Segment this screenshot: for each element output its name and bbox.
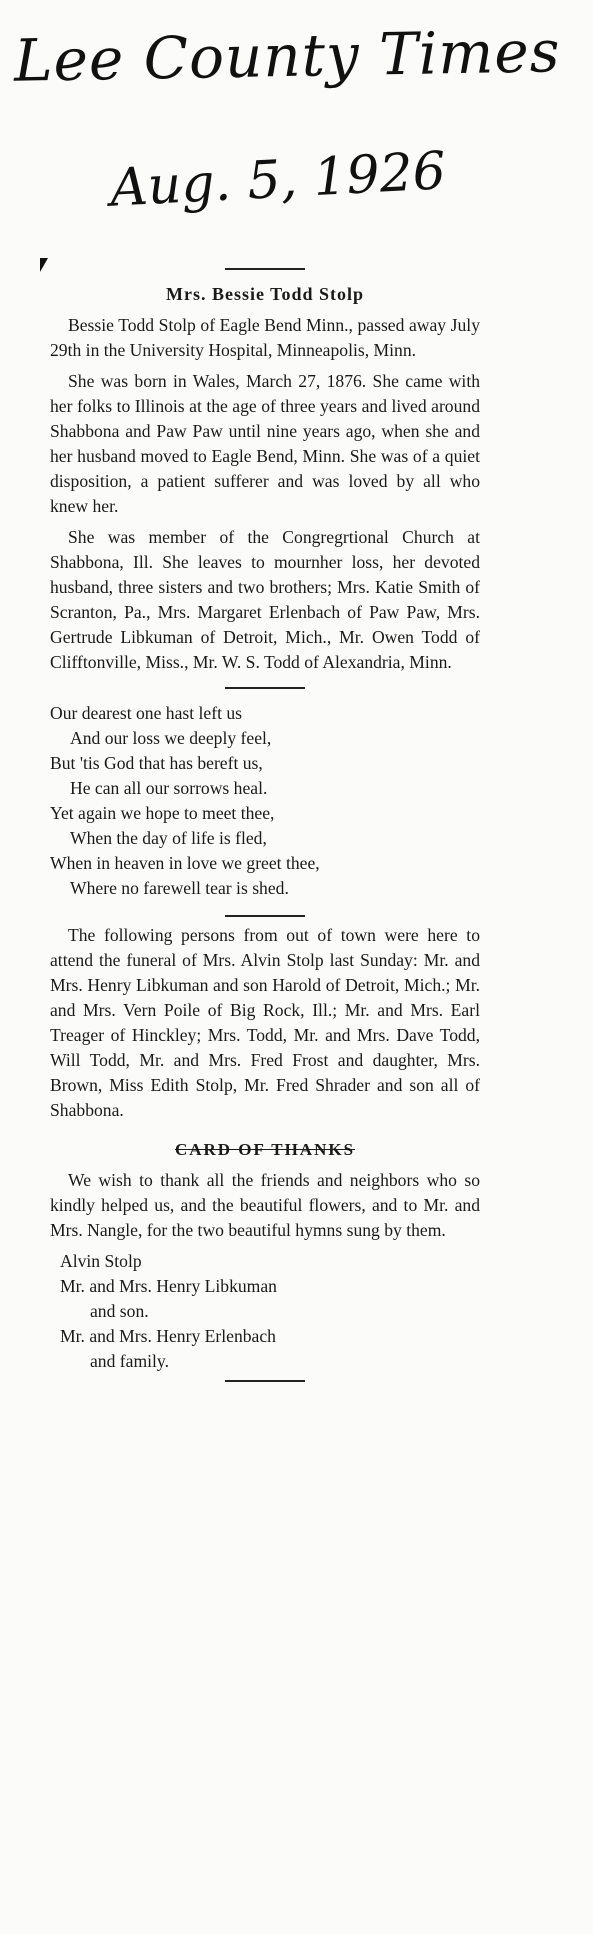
obituary-paragraph-3: She was member of the Congregrtional Church at Shabbona, Ill. She leaves to mournher loss, her devoted husband, three sisters and two brothers; Mrs. Katie Smith of Scranton, Pa., Mrs. Margaret Erlenbach of Paw Paw, Mrs. Gertrude Libkuman of Detroit, Mich., Mr. Owen Todd of Clifftonville, Miss., Mr. W. S. Todd of Alexandria, Minn. xyxy=(50,527,480,672)
signer-line: and family. xyxy=(90,1351,169,1371)
poem-line: Where no farewell tear is shed. xyxy=(70,878,289,898)
signer-line: Mr. and Mrs. Henry Libkuman xyxy=(60,1276,277,1296)
handwritten-date: Aug. 5, 1926 xyxy=(108,141,448,219)
poem-line: Yet again we hope to meet thee, xyxy=(50,803,275,823)
poem-line: When the day of life is fled, xyxy=(70,828,267,848)
card-of-thanks-text: We wish to thank all the friends and neighbors who so kindly helped us, and the beautiful flowers, and to Mr. and Mrs. Nangle, for the two beautiful hymns sung by them. xyxy=(50,1170,480,1240)
poem-line: And our loss we deeply feel, xyxy=(70,728,272,748)
clipping-corner-mark-icon xyxy=(40,258,48,272)
poem-line: Our dearest one hast left us xyxy=(50,703,243,723)
obituary-heading: Mrs. Bessie Todd Stolp xyxy=(165,284,365,304)
funeral-attendees-paragraph: The following persons from out of town were here to attend the funeral of Mrs. Alvin Stolp last Sunday: Mr. and Mrs. Henry Libkuman and son Harold of Detroit, Mich.; Mr. and Mrs. Vern Poile of Big Rock, Ill.; Mr. and Mrs. Earl Treager of Hinckley; Mrs. Todd, Mr. and Mrs. Dave Todd, Will Todd, Mr. and Mrs. Fred Frost and daughter, Mrs. Brown, Miss Edith Stolp, Mr. Fred Shrader and son all of Shabbona. xyxy=(50,925,480,1120)
top-divider xyxy=(50,262,480,276)
poem-divider xyxy=(50,681,480,695)
obituary-paragraph-2: She was born in Wales, March 27, 1876. She came with her folks to Illinois at the age of three years and lived around Shabbona and Paw Paw until nine years ago, when she and her husband moved to Eagle Bend, Minn. She was of a quiet disposition, a patient sufferer and was loved by all who knew her. xyxy=(50,371,480,516)
signer-line: and son. xyxy=(90,1301,149,1321)
memorial-poem xyxy=(50,701,480,901)
poem-line: When in heaven in love we greet thee, xyxy=(50,853,320,873)
signer-line: Alvin Stolp xyxy=(60,1251,142,1271)
poem-line: He can all our sorrows heal. xyxy=(70,778,268,798)
card-of-thanks-heading: CARD OF THANKS xyxy=(174,1140,356,1159)
obituary-clipping xyxy=(50,262,480,1388)
obituary-paragraph-1: Bessie Todd Stolp of Eagle Bend Minn., passed away July 29th in the University Hospital, Minneapolis, Minn. xyxy=(50,315,480,360)
handwritten-newspaper-name: Lee County Times xyxy=(13,17,562,95)
attendees-divider xyxy=(50,909,480,923)
signer-line: Mr. and Mrs. Henry Erlenbach xyxy=(60,1326,276,1346)
poem-line: But 'tis God that has bereft us, xyxy=(50,753,263,773)
bottom-divider xyxy=(50,1374,480,1388)
card-of-thanks-signers xyxy=(50,1249,480,1374)
